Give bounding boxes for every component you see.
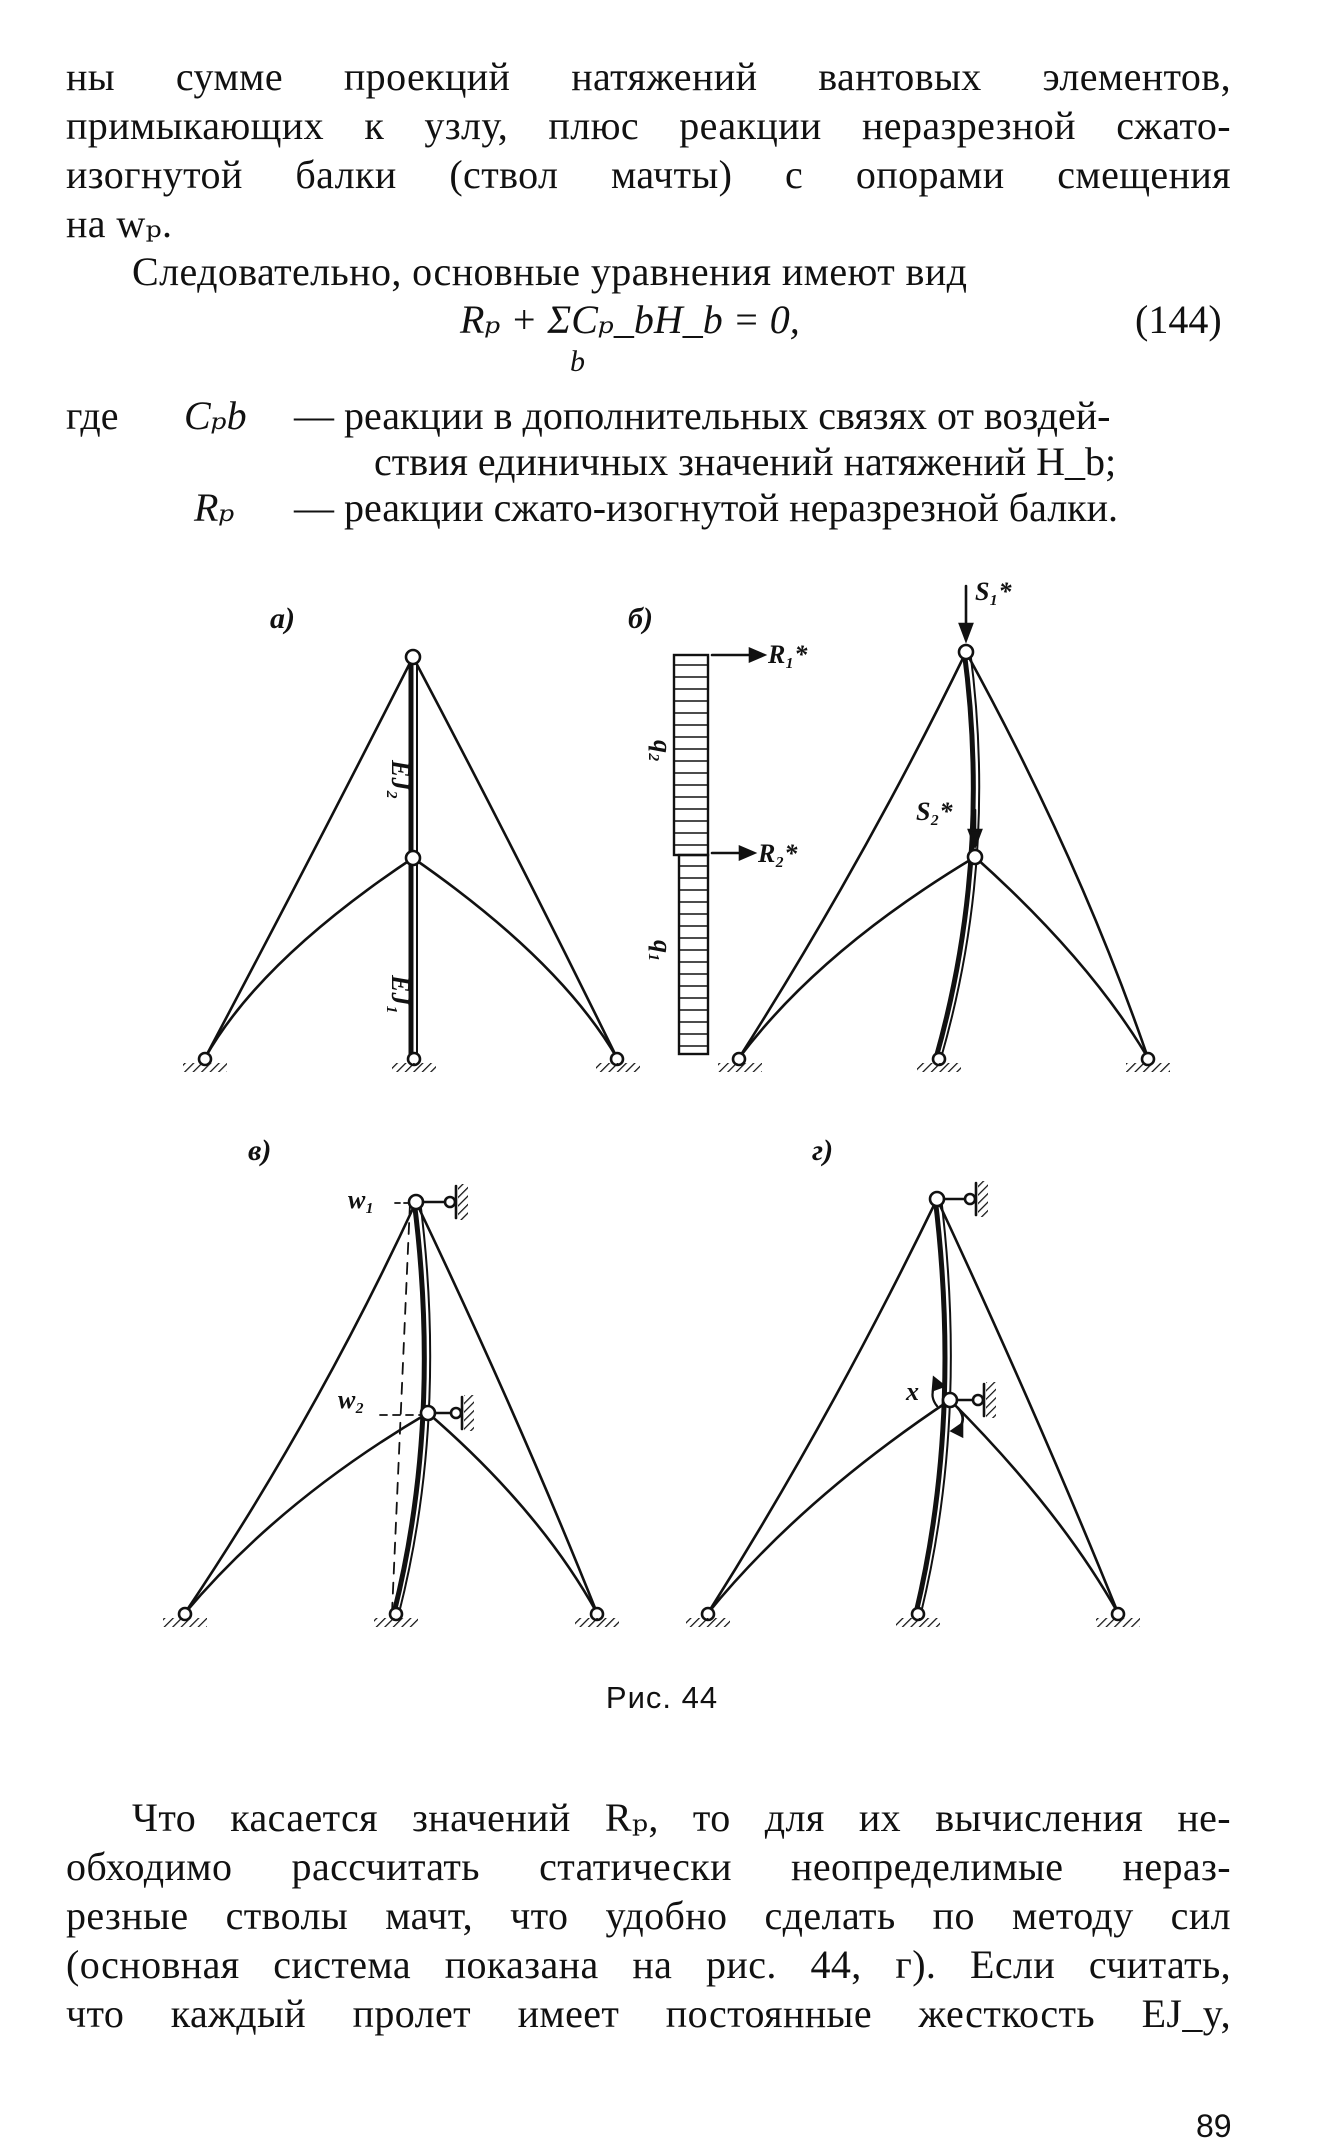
load-label-q2: q₂ [648, 740, 677, 763]
definition-text: ствия единичных значений натяжений H_b; [374, 439, 1117, 484]
equation-number: (144) [1135, 297, 1222, 342]
text-line: обходимо рассчитать статически неопределимые нераз- [66, 1844, 1231, 1889]
text-line: (основная система показана на рис. 44, г). Если считать, [66, 1942, 1231, 1987]
equation-subscript: b [570, 345, 585, 378]
paragraph-continued [66, 52, 1231, 248]
load-label-q1: q₁ [648, 940, 677, 963]
text-line: Что касается значений Rₚ, то для их вычисления не- [132, 1795, 1231, 1840]
paragraph-methods [66, 1793, 1231, 2038]
paragraph-equations-intro [132, 247, 1232, 296]
text-line: что каждый пролет имеет постоянные жесткость EJ_y, [66, 1991, 1231, 2036]
definition-text: — реакции в дополнительных связях от воздей- [294, 393, 1111, 438]
force-label-s1: S₁* [975, 580, 1012, 606]
displacement-label-w2: w₂ [338, 1385, 365, 1414]
text-line: резные стволы мачт, что удобно сделать по методу сил [66, 1893, 1231, 1938]
stiffness-label-ej2: EJ₂ [386, 760, 415, 800]
text-line: ны сумме проекций натяжений вантовых элементов, [66, 54, 1231, 99]
displacement-label-w1: w₁ [348, 1185, 375, 1214]
text-line: на wₚ. [66, 201, 173, 246]
definition-row [66, 439, 1236, 485]
text-line: Следовательно, основные уравнения имеют вид [132, 249, 968, 294]
definition-symbol: Rₚ [194, 485, 235, 530]
definition-row [66, 485, 1236, 531]
definition-row [66, 393, 1236, 439]
page-number: 89 [1196, 2108, 1232, 2144]
stiffness-label-ej1: EJ₁ [386, 975, 415, 1015]
definitions-list [66, 393, 1236, 531]
figure-44-mast-schemes [0, 580, 1324, 1660]
figure-caption: Рис. 44 [605, 1680, 719, 1715]
panel-label-v: в) [248, 1134, 272, 1167]
equation-144: Rₚ + ΣCₚ_bH_b = 0, [460, 297, 800, 342]
definition-symbol: Cₚb [184, 393, 247, 438]
panel-label-b: б) [628, 602, 653, 635]
panel-b-load-diagram [674, 649, 764, 1054]
text-line: примыкающих к узлу, плюс реакции неразрезной сжато- [66, 103, 1231, 148]
force-label-s2: S₂* [916, 797, 953, 826]
definitions-intro: где [66, 393, 119, 438]
definition-text: — реакции сжато-изогнутой неразрезной балки. [294, 485, 1119, 530]
unknown-label-x: x [906, 1377, 919, 1406]
force-label-r1: R₁* [768, 640, 808, 669]
panel-label-a: а) [270, 602, 295, 635]
text-line: изогнутой балки (ствол мачты) с опорами смещения [66, 152, 1231, 197]
panel-label-g: г) [812, 1134, 834, 1167]
panel-v-displacement-scheme [163, 1184, 619, 1627]
force-label-r2: R₂* [758, 839, 798, 868]
